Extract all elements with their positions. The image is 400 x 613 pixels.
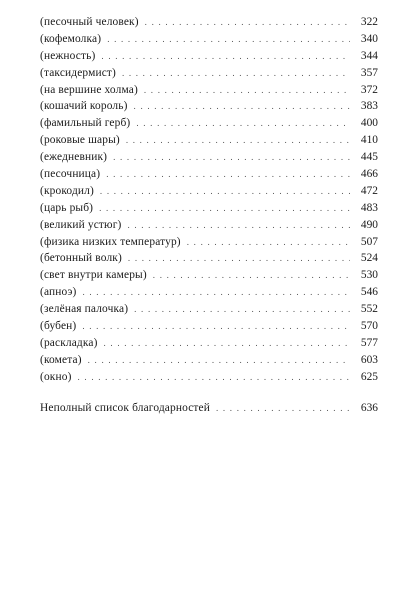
dot-leader (106, 166, 350, 183)
toc-entry-title: (кошачий король) (40, 100, 128, 113)
toc-entry (40, 369, 378, 386)
dot-leader (134, 98, 350, 115)
toc-entry-page: 530 (360, 269, 378, 282)
toc-entry-title: (комета) (40, 353, 82, 366)
toc-entry-page: 357 (360, 66, 378, 79)
toc-entry-page: 372 (360, 83, 378, 96)
dot-leader (113, 149, 350, 166)
toc-entry-page: 466 (360, 168, 378, 181)
toc-entry-title: (крокодил) (40, 184, 94, 197)
toc-entry-page: 400 (360, 117, 378, 130)
toc-entry-title: (ежедневник) (40, 151, 108, 164)
toc-entry-page: 410 (360, 134, 378, 147)
toc-entry-title: (песочный человек) (40, 16, 139, 28)
toc-entry-title: (на вершине холма) (40, 83, 138, 96)
dot-leader (82, 284, 350, 301)
toc-entry (40, 132, 378, 149)
toc-entry (40, 115, 378, 132)
dot-leader (101, 48, 350, 65)
dot-leader (99, 200, 350, 217)
dot-leader (88, 352, 350, 369)
toc-entry-title: (великий устюг) (40, 218, 122, 231)
toc-entry-title: (роковые шары) (40, 134, 120, 147)
toc-entry-page: 383 (360, 100, 378, 113)
toc-entry-title: (нежность) (40, 49, 96, 62)
toc-entry-title: (фамильный герб) (40, 117, 131, 130)
dot-leader (104, 335, 350, 352)
dot-leader (187, 234, 350, 251)
dot-leader (126, 132, 350, 149)
toc-entry-title: (бубен) (40, 320, 77, 333)
toc-entry-title: (окно) (40, 370, 72, 383)
toc-entry (40, 166, 378, 183)
toc-entry-title: (физика низких температур) (40, 235, 181, 248)
toc-entry (40, 234, 378, 251)
toc-entry (40, 183, 378, 200)
toc-entry (40, 82, 378, 99)
toc-entry-page: 603 (360, 353, 378, 366)
toc-entry-page: 546 (360, 286, 378, 299)
toc-entry-title: (царь рыб) (40, 201, 94, 214)
toc-entry (40, 31, 378, 48)
toc-entry-title: (зелёная палочка) (40, 303, 129, 316)
toc-entry-page: 552 (360, 303, 378, 316)
toc-entry-title: (кофемолка) (40, 32, 102, 45)
toc-entry (40, 284, 378, 301)
toc-entry-page: 636 (360, 401, 378, 414)
dot-leader (128, 250, 350, 267)
dot-leader (216, 400, 350, 417)
toc-entry (40, 200, 378, 217)
toc-entry (40, 301, 378, 318)
toc-entry (40, 352, 378, 369)
toc-entry-page: 577 (360, 336, 378, 349)
toc-entry-page: 322 (360, 16, 378, 28)
toc-entry-title: (раскладка) (40, 336, 98, 349)
toc-entry-page: 483 (360, 201, 378, 214)
dot-leader (145, 14, 350, 31)
dot-leader (78, 369, 350, 386)
toc-entry-title: (свет внутри камеры) (40, 269, 147, 282)
toc-entry-title: (бетонный волк) (40, 252, 122, 265)
toc-entry-page: 344 (360, 49, 378, 62)
dot-leader (122, 65, 350, 82)
toc-entry-acknowledgements (40, 400, 378, 417)
dot-leader (134, 301, 350, 318)
toc-entry-title: (апноэ) (40, 286, 77, 299)
toc-entry (40, 267, 378, 284)
toc-entry (40, 335, 378, 352)
toc-entry (40, 217, 378, 234)
toc-entry (40, 149, 378, 166)
toc-entry-page: 570 (360, 320, 378, 333)
dot-leader (153, 267, 350, 284)
toc-entry-page: 472 (360, 184, 378, 197)
toc-entry (40, 98, 378, 115)
toc-entry (40, 250, 378, 267)
toc-entry-page: 340 (360, 32, 378, 45)
toc-entry-page: 445 (360, 151, 378, 164)
toc-entry-title: (песочница) (40, 168, 101, 181)
dot-leader (100, 183, 350, 200)
toc-entry-page: 625 (360, 370, 378, 383)
dot-leader (127, 217, 350, 234)
toc-entry-title: (таксидермист) (40, 66, 116, 79)
toc-entry-page: 490 (360, 218, 378, 231)
toc-entry-page: 524 (360, 252, 378, 265)
table-of-contents (40, 14, 378, 416)
dot-leader (82, 318, 350, 335)
toc-entry (40, 65, 378, 82)
toc-entry (40, 318, 378, 335)
toc-entry-page: 507 (360, 235, 378, 248)
toc-entry-title: Неполный список благодарностей (40, 401, 210, 414)
dot-leader (144, 82, 350, 99)
dot-leader (136, 115, 350, 132)
dot-leader (107, 31, 350, 48)
toc-entry (40, 14, 378, 31)
toc-entry (40, 48, 378, 65)
